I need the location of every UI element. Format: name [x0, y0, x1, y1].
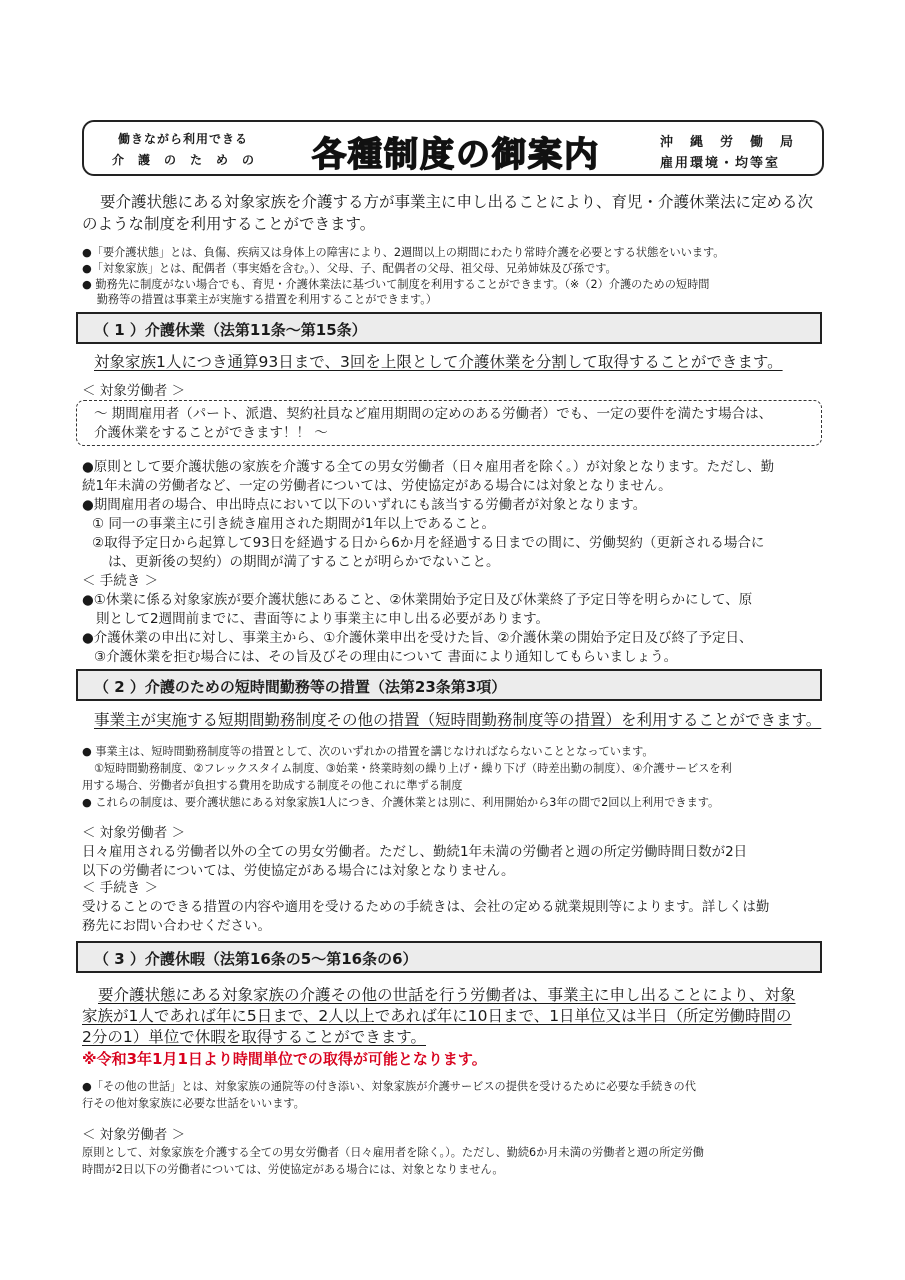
section3-lead-line: 要介護状態にある対象家族の介護その他の世話を行う労働者は、事業主に申し出ることにより、対象 — [98, 986, 796, 1004]
section1-body-line: ① 同一の事業主に引き続き雇用された期間が1年以上であること。 — [92, 516, 495, 532]
section1-proc-line: ●介護休業の申出に対し、事業主から、①介護休業申出を受けた旨、②介護休業の開始予定日及び終了予定日、 — [82, 630, 753, 646]
section3-lead-line: 家族が1人であれば年に5日まで、2人以上であれば年に10日まで、1日単位又は半日（所定労働時間の — [82, 1007, 792, 1025]
section1-proc-label: ＜ 手続き ＞ — [82, 573, 159, 589]
intro-line1: 要介護状態にある対象家族を介護する方が事業主に申し出ることにより、育児・介護休業法に定める次 — [100, 193, 814, 211]
section1-heading: （ 1 ）介護休業（法第11条～第15条） — [94, 321, 367, 339]
section1-body-line: ●原則として要介護状態の家族を介護する全ての男女労働者（日々雇用者を除く。）が対象となります。ただし、勤 — [82, 459, 775, 475]
header-org-line2: 雇用環境・均等室 — [660, 156, 781, 171]
section1-lead: 対象家族1人につき通算93日まで、3回を上限として介護休業を分割して取得することができます。 — [94, 353, 783, 371]
note-item: ●「要介護状態」とは、負傷、疾病又は身体上の障害により、2週間以上の期間にわたり常時介護を必要とする状態をいいます。 — [82, 246, 725, 259]
section3-note-line: 行その他対象家族に必要な世話をいいます。 — [82, 1097, 305, 1110]
section1-proc-line: ③介護休業を拒む場合には、その旨及びその理由について 書面により通知してもらいましょう。 — [94, 649, 678, 665]
section2-note-line: ● 事業主は、短時間勤務制度等の措置として、次のいずれかの措置を講じなければならないこととなっています。 — [82, 745, 654, 758]
section2-note-line: 用する場合、労働者が負担する費用を助成する制度その他これに準ずる制度 — [82, 779, 463, 792]
section2-target-line: 日々雇用される労働者以外の全ての男女労働者。ただし、勤続1年未満の労働者と週の所定労働時間日数が2日 — [82, 844, 748, 860]
section3-target-line: 原則として、対象家族を介護する全ての男女労働者（日々雇用者を除く。）。ただし、勤続6か月未満の労働者と週の所定労働 — [82, 1146, 704, 1159]
section2-note-line: ①短時間勤務制度、②フレックスタイム制度、③始業・終業時刻の繰り上げ・繰り下げ（時差出勤の制度）、④介護サービスを利 — [94, 762, 732, 775]
section2-proc-label: ＜ 手続き ＞ — [82, 880, 159, 896]
section3-target-label: ＜ 対象労働者 ＞ — [82, 1127, 186, 1143]
section1-body-line: ●期間雇用者の場合、申出時点において以下のいずれにも該当する労働者が対象となります。 — [82, 497, 647, 513]
section3-lead-line: 2分の1）単位で休暇を取得することができます。 — [82, 1028, 426, 1046]
section3-target-line: 時間が2日以下の労働者については、労使協定がある場合には、対象となりません。 — [82, 1163, 504, 1176]
section2-target-label: ＜ 対象労働者 ＞ — [82, 825, 186, 841]
section2-header — [76, 669, 822, 701]
section2-heading: （ 2 ）介護のための短時間勤務等の措置（法第23条第3項） — [94, 678, 507, 696]
intro-line2: のような制度を利用することができます。 — [82, 215, 376, 233]
section2-target-line: 以下の労働者については、労使協定がある場合には対象となりません。 — [82, 863, 515, 879]
section3-header — [76, 941, 822, 973]
section2-note-line: ● これらの制度は、要介護状態にある対象家族1人につき、介護休業とは別に、利用開始から3年の間で2回以上利用できます。 — [82, 796, 720, 809]
note-item: ●「対象家族」とは、配偶者（事実婚を含む。）、父母、子、配偶者の父母、祖父母、兄弟姉妹及び孫です。 — [82, 262, 617, 275]
section3-heading: （ 3 ）介護休暇（法第16条の5～第16条の6） — [94, 950, 418, 968]
callout-line1: ～ 期間雇用者（パート、派遣、契約社員など雇用期間の定めのある労働者）でも、一定の要件を満たす場合は、 — [94, 406, 773, 422]
section3-note-line: ●「その他の世話」とは、対象家族の通院等の付き添い、対象家族が介護サービスの提供を受けるために必要な手続きの代 — [82, 1080, 696, 1093]
section1-body-line: は、更新後の契約）の期間が満了することが明らかでないこと。 — [108, 554, 500, 570]
section1-header — [76, 312, 822, 344]
header-sub-line1: 働きながら利用できる — [118, 132, 249, 146]
section3-red-note: ※令和3年1月1日より時間単位での取得が可能となります。 — [82, 1050, 487, 1068]
section1-proc-line: ●①休業に係る対象家族が要介護状態にあること、②休業開始予定日及び休業終了予定日等を明らかにして、原 — [82, 592, 753, 608]
section2-proc-line: 受けることのできる措置の内容や適用を受けるための手続きは、会社の定める就業規則等によります。詳しくは勤 — [82, 899, 770, 915]
section2-lead: 事業主が実施する短期間勤務制度その他の措置（短時間勤務制度等の措置）を利用することができます。 — [94, 711, 822, 729]
section2-proc-line: 務先にお問い合わせください。 — [82, 918, 271, 934]
note-item: ● 勤務先に制度がない場合でも、育児・介護休業法に基づいて制度を利用することができます。（※（2）介護のための短時間 — [82, 278, 710, 291]
callout-line2: 介護休業をすることができます！！ ～ — [94, 425, 328, 441]
header-sub-line2: 介 護 の た め の — [112, 153, 256, 167]
section1-body-line: 続1年未満の労働者など、一定の労働者については、労使協定がある場合には対象となりません。 — [82, 478, 672, 494]
header-org-line1: 沖 縄 労 働 局 — [660, 135, 796, 150]
note-item: 勤務等の措置は事業主が実施する措置を利用することができます。） — [82, 293, 438, 306]
section1-body-line: ②取得予定日から起算して93日を経過する日から6か月を経過する日までの間に、労働契約（更新される場合に — [92, 535, 765, 551]
section1-target-label: ＜ 対象労働者 ＞ — [82, 383, 186, 399]
section1-proc-line: 則として2週間前までに、書面等により事業主に申し出る必要があります。 — [96, 611, 550, 627]
page-title: 各種制度の御案内 — [312, 135, 600, 175]
